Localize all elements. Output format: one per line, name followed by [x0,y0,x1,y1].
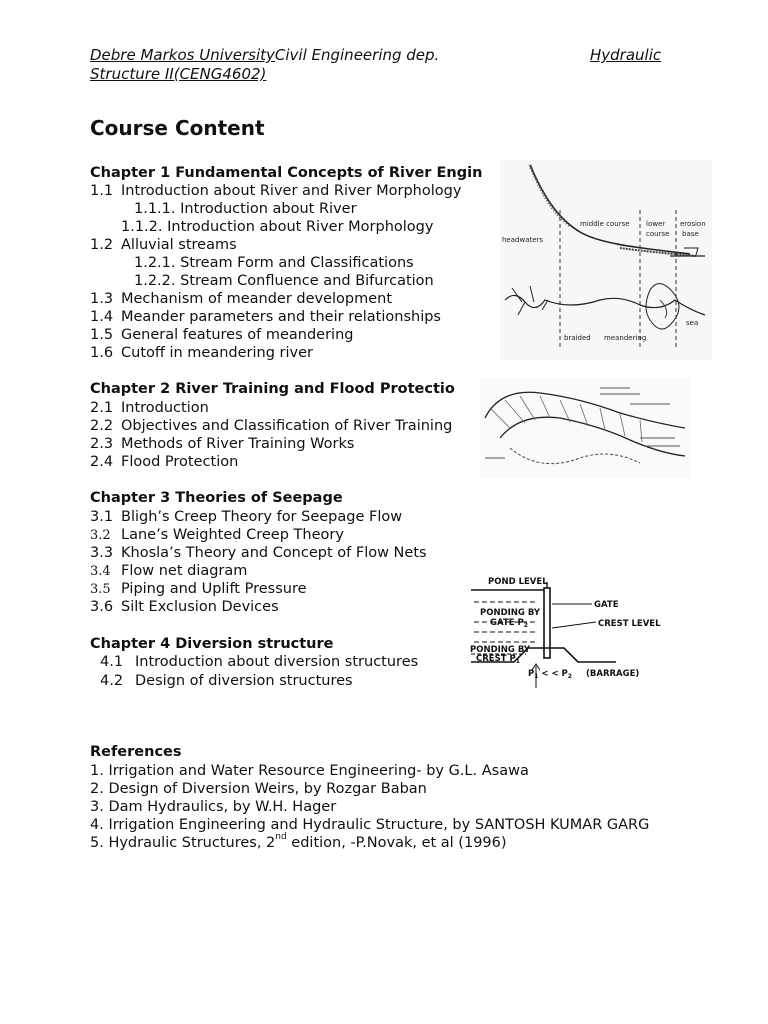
page-header [90,46,690,84]
label-headwaters: headwaters [502,236,544,244]
header-course-right: Hydraulic [590,46,662,64]
svg-text:P1 < < P2: $P_1$ < < $P_2$ [528,669,572,680]
reference-item: 5. Hydraulic Structures, 2nd edition, -P.Novak, et al (1996) [90,832,507,851]
list-item: 1.5 General features of meandering [90,327,354,343]
header-department: Civil Engineering dep. [274,46,440,64]
list-item: 2.3 Methods of River Training Works [90,436,355,452]
chapter-4-heading: Chapter 4 Diversion structure [90,636,334,652]
list-item: 3.3 Khosla’s Theory and Concept of Flow Nets [90,545,427,561]
list-item: 1.4 Meander parameters and their relationships [90,309,441,325]
svg-text:CREST P1: CREST $P_1$ [476,654,520,665]
reference-item: 4. Irrigation Engineering and Hydraulic Structure, by SANTOSH KUMAR GARG [90,817,650,833]
svg-text:braided: braided [564,334,591,342]
list-item: 4.1 Introduction about diversion structures [100,654,419,670]
label-pond-level: POND LEVEL [488,577,548,587]
list-item: 3.4 Flow net diagram [90,563,248,579]
list-item: 4.2 Design of diversion structures [100,673,353,689]
reference-item: 3. Dam Hydraulics, by W.H. Hager [90,799,337,815]
list-item: 1.1 Introduction about River and River Morphology [90,183,462,199]
svg-text:course: course [646,230,670,238]
header-course: Structure II(CENG4602) [90,65,267,83]
svg-text:lower: lower [646,220,666,228]
list-item: 2.1 Introduction [90,400,209,416]
list-item: 2.2 Objectives and Classification of River Training [90,418,453,434]
svg-text:PONDING BY: PONDING BY [470,645,531,655]
svg-text:erosion: erosion [680,220,706,228]
label-middle-course: middle course [580,220,630,228]
list-item: 3.6 Silt Exclusion Devices [90,599,279,615]
label-gate: GATE [594,600,619,610]
list-item: 3.1 Bligh’s Creep Theory for Seepage Flow [90,509,403,525]
list-item: 1.2.2. Stream Confluence and Bifurcation [134,273,434,289]
barrage-figure [466,570,666,710]
svg-text:base: base [682,230,699,238]
svg-text:sea: sea [686,319,699,327]
river-course-figure [500,160,712,360]
svg-text:(BARRAGE): (BARRAGE) [586,669,640,679]
label-crest-level: CREST LEVEL [598,619,661,629]
references-heading: References [90,744,182,760]
chapter-3-heading: Chapter 3 Theories of Seepage [90,490,343,506]
page-title: Course Content [90,116,265,140]
list-item: 1.3 Mechanism of meander development [90,291,393,307]
list-item: 1.6 Cutoff in meandering river [90,345,313,361]
river-training-figure [480,378,690,478]
list-item: 3.2 Lane’s Weighted Creep Theory [90,527,344,543]
svg-text:meandering: meandering [604,334,647,342]
list-item: 1.1.2. Introduction about River Morphology [121,219,434,235]
chapter-2-heading: Chapter 2 River Training and Flood Protectio [90,381,455,397]
list-item: 1.2.1. Stream Form and Classifications [134,255,414,271]
list-item: 2.4 Flood Protection [90,454,239,470]
chapter-1-heading: Chapter 1 Fundamental Concepts of River Engin [90,165,483,181]
svg-text:PONDING BY: PONDING BY [480,608,541,618]
svg-text:GATE P2: GATE $P_2$ [490,618,528,629]
list-item: 1.1.1. Introduction about River [134,201,357,217]
list-item: 3.5 Piping and Uplift Pressure [90,581,307,597]
reference-item: 2. Design of Diversion Weirs, by Rozgar Baban [90,781,427,797]
reference-item: 1. Irrigation and Water Resource Engineering- by G.L. Asawa [90,763,529,779]
header-university: Debre Markos University [90,46,275,64]
list-item: 1.2 Alluvial streams [90,237,237,253]
